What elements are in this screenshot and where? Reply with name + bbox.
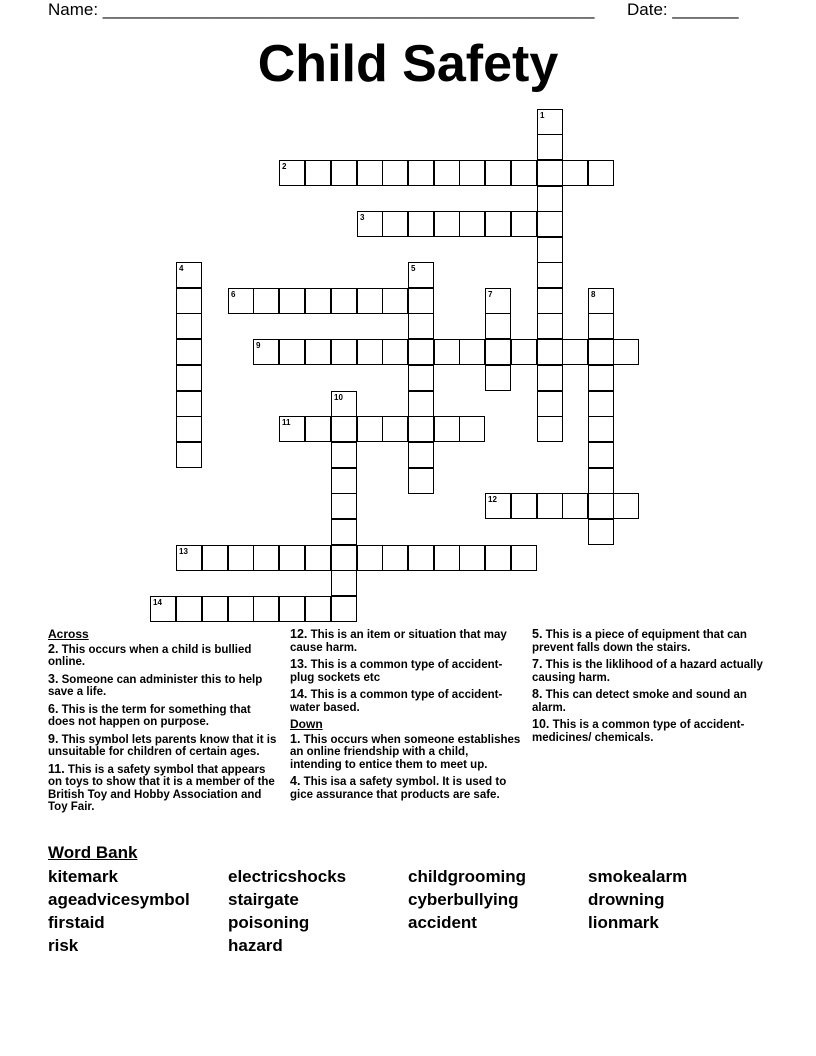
clue-number-11: 11 — [282, 418, 291, 427]
crossword-cell[interactable] — [331, 493, 357, 519]
crossword-cell[interactable] — [176, 391, 202, 417]
crossword-cell[interactable] — [459, 339, 485, 365]
name-field[interactable]: Name: ____________________________________________________ — [48, 0, 595, 19]
crossword-cell[interactable] — [408, 313, 434, 339]
clue-number-6: 6 — [231, 290, 236, 299]
crossword-cell[interactable] — [511, 160, 537, 186]
word-bank-word: firstaid — [48, 913, 105, 932]
crossword-cell[interactable] — [588, 160, 614, 186]
crossword-cell[interactable] — [434, 211, 460, 237]
clue-number-2: 2 — [282, 162, 287, 171]
clue-text: Someone can administer this to help save a life. — [48, 673, 263, 698]
clue-text: This is a common type of accident- water based. — [290, 689, 503, 714]
crossword-cell[interactable] — [485, 160, 511, 186]
crossword-cell[interactable] — [279, 288, 305, 314]
crossword-cell[interactable] — [305, 596, 331, 622]
crossword-cell[interactable] — [279, 339, 305, 365]
crossword-cell[interactable] — [408, 211, 434, 237]
crossword-cell[interactable] — [408, 391, 434, 417]
crossword-cell[interactable] — [253, 596, 279, 622]
crossword-cell[interactable] — [562, 493, 588, 519]
down-clue-8 — [532, 688, 764, 714]
crossword-cell[interactable] — [331, 160, 357, 186]
down-clue-5 — [532, 628, 764, 654]
crossword-cell[interactable] — [331, 519, 357, 545]
crossword-cell[interactable] — [434, 339, 460, 365]
crossword-cell[interactable] — [588, 313, 614, 339]
word-bank-word: risk — [48, 936, 79, 955]
across-clue-list — [48, 643, 280, 814]
crossword-cell[interactable] — [537, 416, 563, 442]
crossword-cell[interactable] — [511, 211, 537, 237]
clue-text: This isa a safety symbol. It is used to gice assurance that products are safe. — [290, 776, 507, 801]
crossword-cell[interactable] — [537, 339, 563, 365]
clues-column-1 — [48, 628, 280, 818]
clues-column-3 — [532, 628, 764, 748]
down-clue-7 — [532, 658, 764, 684]
crossword-cell[interactable] — [511, 339, 537, 365]
crossword-cell[interactable] — [382, 288, 408, 314]
clue-number-4: 4 — [179, 264, 184, 273]
down-clue-1 — [290, 733, 522, 772]
crossword-cell[interactable] — [459, 416, 485, 442]
crossword-cell[interactable] — [279, 596, 305, 622]
crossword-cell[interactable] — [331, 468, 357, 494]
clue-number: 9. — [48, 731, 59, 746]
crossword-cell[interactable] — [305, 545, 331, 571]
crossword-cell[interactable] — [357, 160, 383, 186]
page-title: Child Safety — [257, 35, 559, 93]
across-heading: Across — [48, 627, 89, 641]
crossword-cell[interactable] — [537, 262, 563, 288]
crossword-cell[interactable] — [305, 160, 331, 186]
crossword-cell[interactable] — [357, 416, 383, 442]
crossword-cell[interactable] — [562, 339, 588, 365]
crossword-cell[interactable] — [537, 313, 563, 339]
word-bank-title: Word Bank — [48, 843, 138, 862]
crossword-cell[interactable] — [459, 211, 485, 237]
crossword-cell[interactable] — [331, 416, 357, 442]
crossword-cell[interactable] — [228, 596, 254, 622]
crossword-cell[interactable] — [176, 365, 202, 391]
crossword-cell[interactable] — [382, 160, 408, 186]
clue-number: 10. — [532, 717, 550, 731]
crossword-cell[interactable] — [537, 160, 563, 186]
crossword-cell[interactable] — [176, 339, 202, 365]
clue-number-3: 3 — [360, 213, 365, 222]
across-clue-9 — [48, 733, 280, 759]
crossword-cell[interactable] — [459, 160, 485, 186]
clue-text: This is the liklihood of a hazard actually causing harm. — [532, 659, 763, 684]
crossword-cell[interactable] — [408, 468, 434, 494]
crossword-cell[interactable] — [305, 416, 331, 442]
across-clue-14 — [290, 688, 522, 714]
down-heading: Down — [290, 717, 323, 731]
clue-text: This can detect smoke and sound an alarm. — [532, 689, 747, 714]
clue-number-8: 8 — [591, 290, 596, 299]
crossword-cell[interactable] — [357, 288, 383, 314]
crossword-cell[interactable] — [331, 288, 357, 314]
clue-number: 4. — [290, 774, 301, 788]
crossword-cell[interactable] — [382, 416, 408, 442]
crossword-cell[interactable] — [279, 545, 305, 571]
down-clue-list-continued — [532, 628, 764, 744]
clue-number: 11. — [48, 761, 65, 776]
crossword-cell[interactable] — [408, 339, 434, 365]
down-clue-list — [290, 733, 522, 802]
crossword-cell[interactable] — [537, 211, 563, 237]
crossword-cell[interactable] — [408, 365, 434, 391]
clue-number-12: 12 — [488, 495, 497, 504]
word-bank-word: drowning — [588, 890, 665, 909]
crossword-cell[interactable] — [331, 339, 357, 365]
word-bank-word: stairgate — [228, 890, 299, 909]
crossword-cell[interactable] — [305, 288, 331, 314]
date-field[interactable]: Date: _______ — [627, 0, 739, 19]
crossword-cell[interactable] — [537, 365, 563, 391]
clue-number: 1. — [290, 731, 301, 746]
crossword-cell[interactable] — [408, 416, 434, 442]
clue-number-7: 7 — [488, 290, 493, 299]
clue-text: This is the term for something that does not happen on purpose. — [48, 703, 251, 728]
crossword-cell[interactable] — [382, 339, 408, 365]
across-clue-13 — [290, 658, 522, 684]
crossword-cell[interactable] — [613, 493, 639, 519]
crossword-cell[interactable] — [176, 288, 202, 314]
crossword-cell[interactable] — [613, 339, 639, 365]
word-bank-word: cyberbullying — [408, 890, 519, 909]
crossword-cell[interactable] — [537, 134, 563, 160]
crossword-cell[interactable] — [202, 545, 228, 571]
down-clue-10 — [532, 718, 764, 744]
crossword-cell[interactable] — [588, 493, 614, 519]
clue-text: This is a common type of accident- medicines/ chemicals. — [532, 719, 745, 744]
crossword-cell[interactable] — [537, 186, 563, 212]
clue-text: This is an item or situation that may cause harm. — [290, 629, 507, 654]
crossword-cell[interactable] — [176, 596, 202, 622]
crossword-cell[interactable] — [588, 468, 614, 494]
clue-number-1: 1 — [540, 111, 545, 120]
crossword-cell[interactable] — [408, 160, 434, 186]
crossword-cell[interactable] — [588, 365, 614, 391]
clue-number: 12. — [290, 627, 308, 641]
word-bank-word: accident — [408, 913, 477, 932]
clue-number: 13. — [290, 657, 308, 671]
clue-text: This occurs when a child is bullied online. — [48, 643, 252, 668]
clue-text: This symbol lets parents know that it is unsuitable for children of certain ages. — [48, 733, 277, 758]
crossword-cell[interactable] — [331, 442, 357, 468]
crossword-cell[interactable] — [485, 313, 511, 339]
clue-number-14: 14 — [153, 598, 162, 607]
crossword-cell[interactable] — [331, 545, 357, 571]
crossword-cell[interactable] — [485, 365, 511, 391]
word-bank-word: lionmark — [588, 913, 659, 932]
crossword-cell[interactable] — [511, 493, 537, 519]
crossword-cell[interactable] — [408, 442, 434, 468]
across-clue-3 — [48, 673, 280, 699]
crossword-cell[interactable] — [537, 288, 563, 314]
crossword-cell[interactable] — [253, 288, 279, 314]
clue-number: 8. — [532, 687, 543, 701]
crossword-cell[interactable] — [434, 416, 460, 442]
across-clue-2 — [48, 643, 280, 669]
crossword-cell[interactable] — [408, 545, 434, 571]
clue-text: This is a safety symbol that appears on toys to show that it is a member of the British Toy and Hobby Association and Toy Fair. — [48, 763, 275, 813]
across-clue-11 — [48, 763, 280, 814]
clue-number: 7. — [532, 657, 543, 671]
clue-number: 14. — [290, 687, 308, 701]
crossword-cell[interactable] — [331, 570, 357, 596]
crossword-cell[interactable] — [537, 391, 563, 417]
clue-number: 2. — [48, 641, 59, 656]
clues-column-2 — [290, 628, 522, 805]
crossword-cell[interactable] — [562, 160, 588, 186]
clue-text: This occurs when someone establishes an online friendship with a child, intending to entice them to meet up. — [290, 733, 521, 771]
clues-section — [0, 628, 816, 838]
crossword-cell[interactable] — [228, 545, 254, 571]
clue-number: 3. — [48, 671, 59, 686]
crossword-cell[interactable] — [357, 339, 383, 365]
crossword-cell[interactable] — [511, 545, 537, 571]
clue-number-5: 5 — [411, 264, 416, 273]
word-bank-word: ageadvicesymbol — [48, 890, 190, 909]
word-bank-word: poisoning — [228, 913, 310, 932]
clue-number: 6. — [48, 701, 59, 716]
crossword-cell[interactable] — [176, 313, 202, 339]
across-clue-6 — [48, 703, 280, 729]
crossword-cell[interactable] — [434, 545, 460, 571]
word-bank-word: hazard — [228, 936, 283, 955]
crossword-cell[interactable] — [485, 211, 511, 237]
word-bank-list — [48, 867, 788, 967]
clue-number: 5. — [532, 627, 543, 641]
crossword-cell[interactable] — [253, 545, 279, 571]
word-bank-word: childgrooming — [408, 867, 527, 886]
crossword-cell[interactable] — [176, 442, 202, 468]
word-bank-word: kitemark — [48, 867, 118, 886]
clue-number-9: 9 — [256, 341, 261, 350]
word-bank-word: electricshocks — [228, 867, 347, 886]
crossword-cell[interactable] — [382, 211, 408, 237]
crossword-cell[interactable] — [357, 545, 383, 571]
across-clue-12 — [290, 628, 522, 654]
word-bank — [48, 843, 788, 967]
crossword-cell[interactable] — [588, 416, 614, 442]
crossword-cell[interactable] — [485, 339, 511, 365]
crossword-cell[interactable] — [485, 545, 511, 571]
crossword-cell[interactable] — [202, 596, 228, 622]
crossword-cell[interactable] — [588, 519, 614, 545]
crossword-cell[interactable] — [537, 493, 563, 519]
crossword-cell[interactable] — [588, 339, 614, 365]
clue-number-13: 13 — [179, 547, 188, 556]
across-clue-list-continued — [290, 628, 522, 714]
crossword-cell[interactable] — [408, 288, 434, 314]
clue-number-10: 10 — [334, 393, 343, 402]
crossword-cell[interactable] — [331, 596, 357, 622]
word-bank-word: smokealarm — [588, 867, 688, 886]
crossword-cell[interactable] — [588, 391, 614, 417]
crossword-cell[interactable] — [459, 545, 485, 571]
crossword-cell[interactable] — [305, 339, 331, 365]
crossword-cell[interactable] — [434, 160, 460, 186]
crossword-cell[interactable] — [382, 545, 408, 571]
clue-text: This is a piece of equipment that can prevent falls down the stairs. — [532, 629, 747, 654]
crossword-cell[interactable] — [588, 442, 614, 468]
crossword-cell[interactable] — [537, 237, 563, 263]
crossword-cell[interactable] — [176, 416, 202, 442]
down-clue-4 — [290, 775, 522, 801]
clue-text: This is a common type of accident- plug sockets etc — [290, 659, 503, 684]
